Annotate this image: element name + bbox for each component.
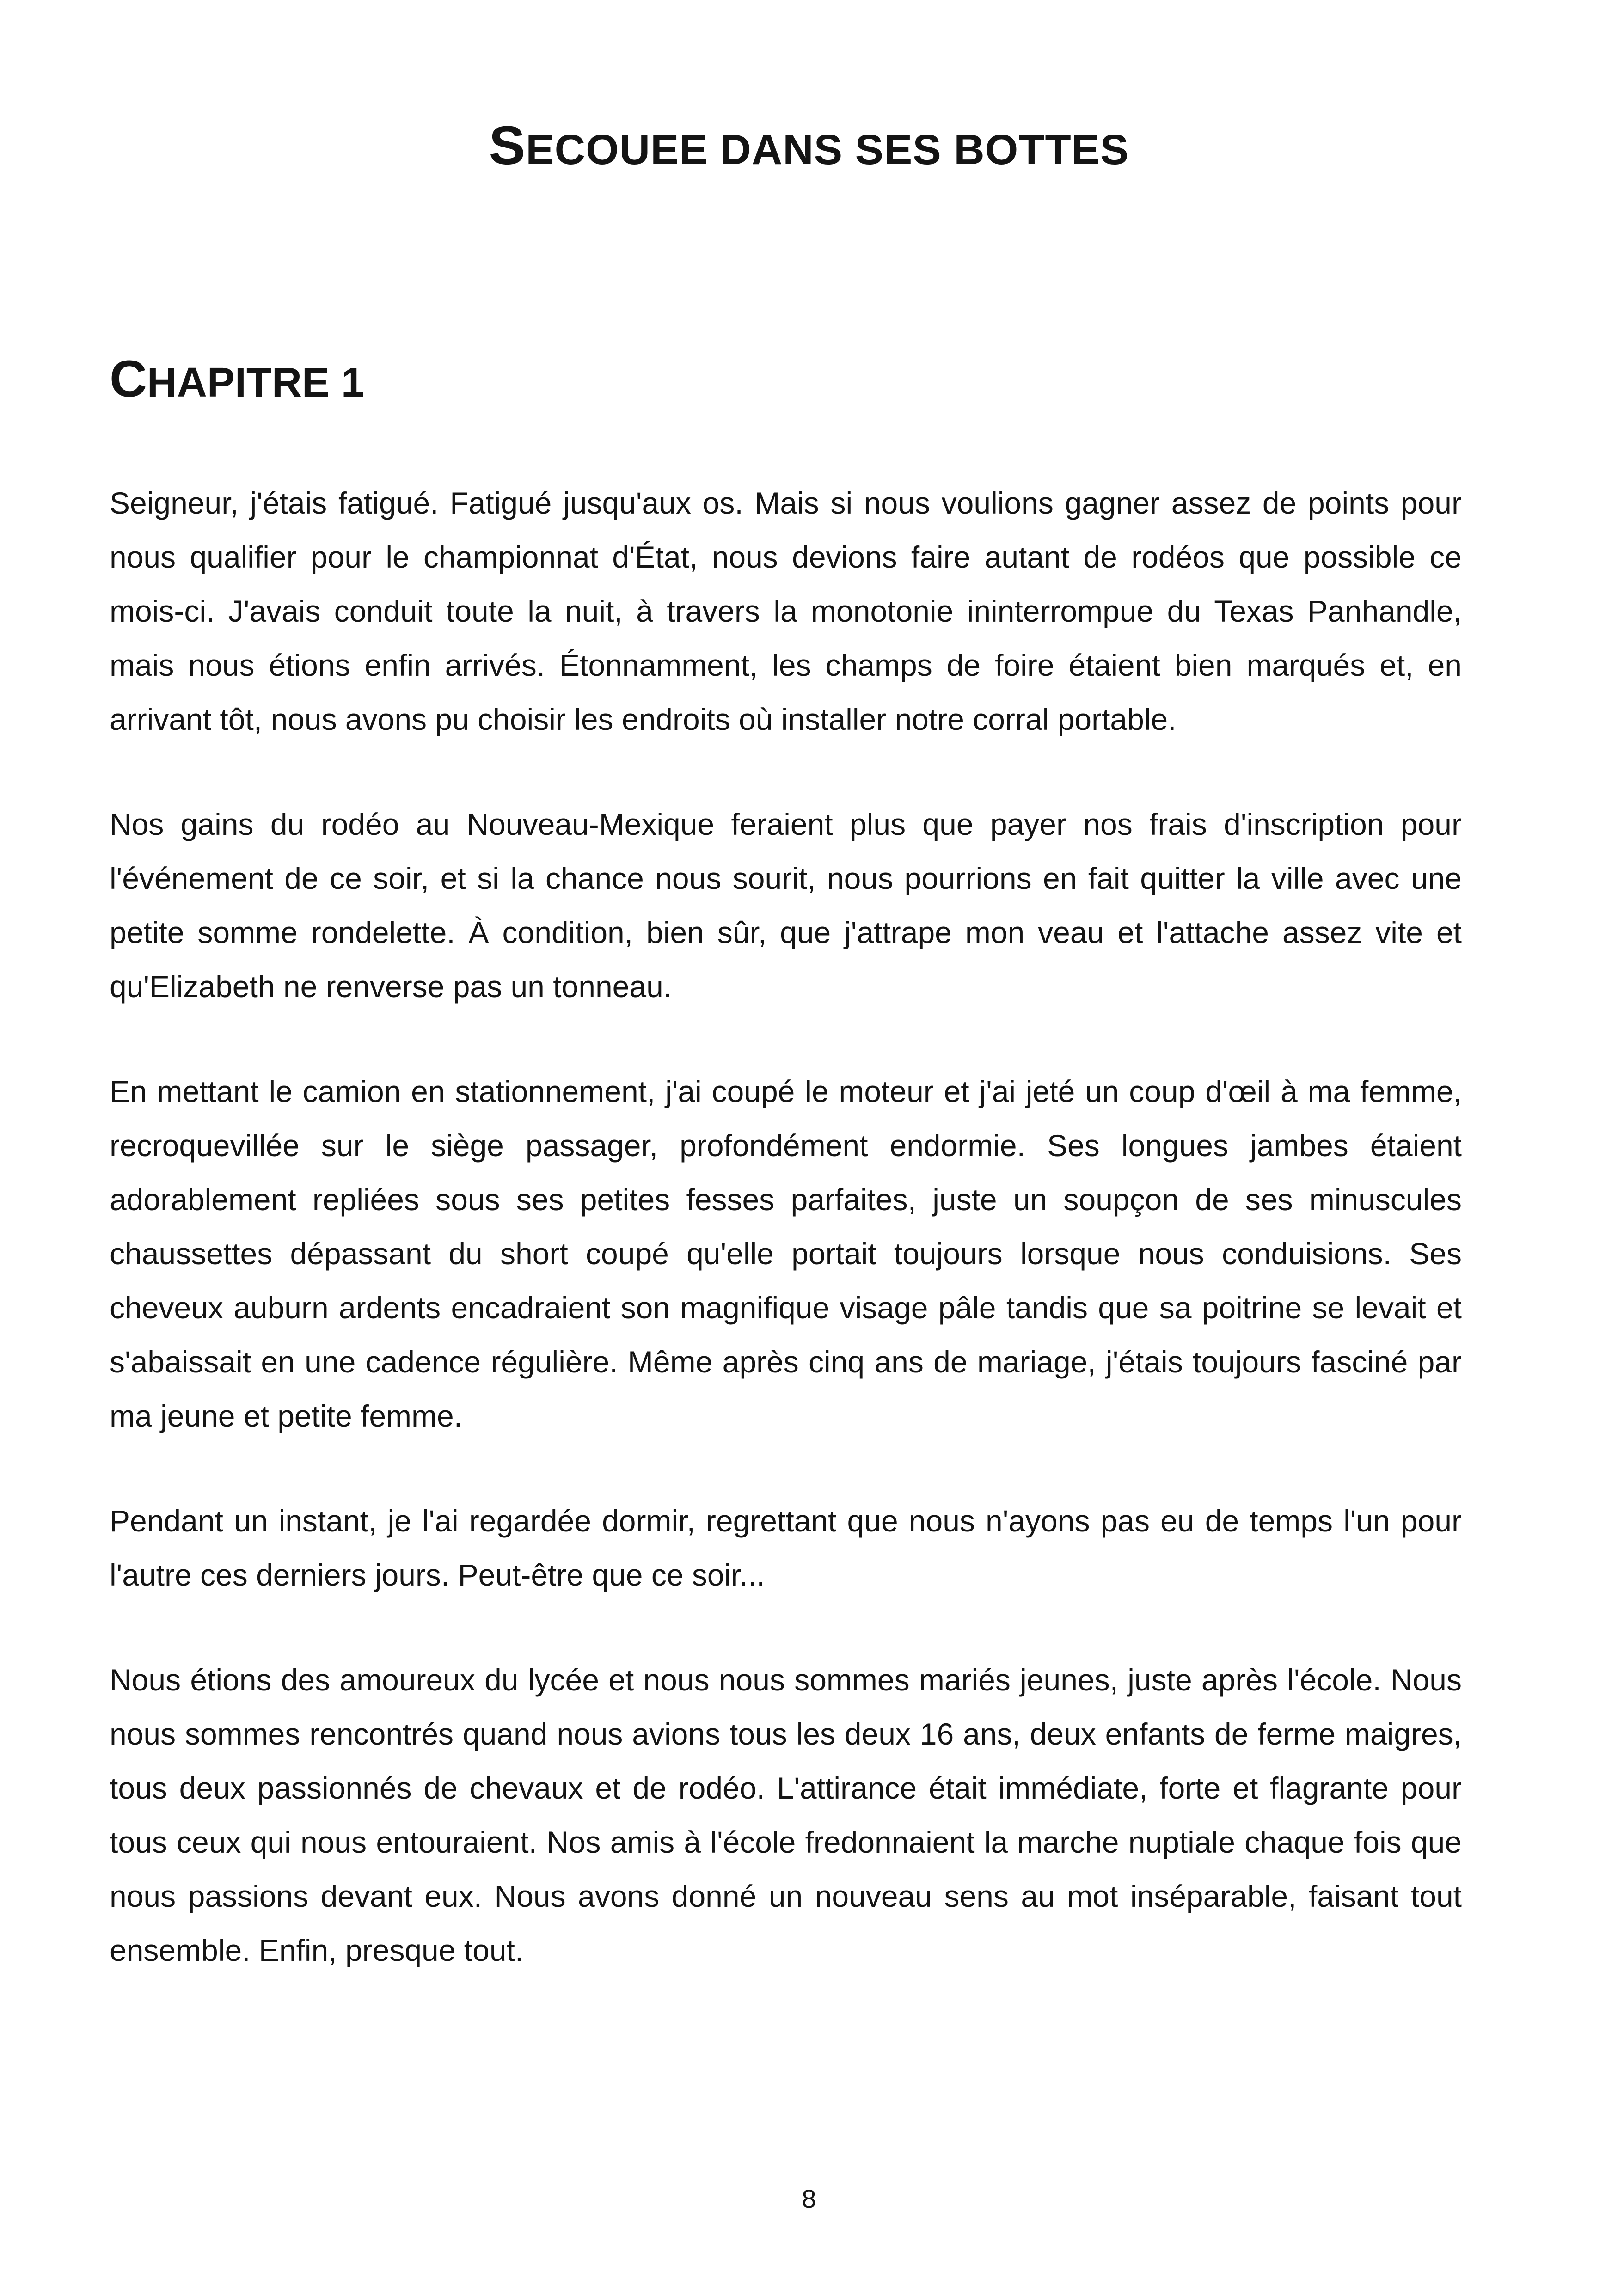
chapter-title-initial: C bbox=[110, 350, 147, 408]
paragraph-5: Nous étions des amoureux du lycée et nous nous sommes mariés jeunes, juste après l'école. Nous nous sommes rencontrés quand nous avions tous les deux 16 ans, deux enfants de ferme maigres, tous deux passionnés de chevaux et de rodéo. L'attirance était immédiate, forte et flagrante pour tous ceux qui nous entouraient. Nos amis à l'école fredonnaient la marche nuptiale chaque fois que nous passions devant eux. Nous avons donné un nouveau sens au mot inséparable, faisant tout ensemble. Enfin, presque tout. bbox=[110, 1663, 1462, 1967]
page-number: 8 bbox=[802, 2184, 816, 2213]
book-title-rest: ECOUEE DANS SES BOTTES bbox=[526, 126, 1129, 173]
book-title bbox=[0, 115, 1618, 178]
paragraph-3: En mettant le camion en stationnement, j'ai coupé le moteur et j'ai jeté un coup d'œil à ma femme, recroquevillée sur le siège passager, profondément endormie. Ses longues jambes étaient adorablement repliées sous ses petites fesses parfaites, juste un soupçon de ses minuscules chaussettes dépassant du short coupé qu'elle portait toujours lorsque nous conduisions. Ses cheveux auburn ardents encadraient son magnifique visage pâle tandis que sa poitrine se levait et s'abaissait en une cadence régulière. Même après cinq ans de mariage, j'étais toujours fasciné par ma jeune et petite femme. bbox=[110, 1074, 1462, 1433]
paragraph-1: Seigneur, j'étais fatigué. Fatigué jusqu'aux os. Mais si nous voulions gagner assez de points pour nous qualifier pour le championnat d'État, nous devions faire autant de rodéos que possible ce mois-ci. J'avais conduit toute la nuit, à travers la monotonie ininterrompue du Texas Panhandle, mais nous étions enfin arrivés. Étonnamment, les champs de foire étaient bien marqués et, en arrivant tôt, nous avons pu choisir les endroits où installer notre corral portable. bbox=[110, 486, 1462, 736]
chapter-title bbox=[110, 351, 364, 410]
chapter-body bbox=[110, 476, 1462, 2028]
paragraph-4: Pendant un instant, je l'ai regardée dormir, regrettant que nous n'ayons pas eu de temps l'un pour l'autre ces derniers jours. Peut-être que ce soir... bbox=[110, 1504, 1462, 1592]
chapter-title-rest: HAPITRE 1 bbox=[147, 360, 364, 406]
book-title-initial: S bbox=[489, 115, 526, 176]
paragraph-2: Nos gains du rodéo au Nouveau-Mexique feraient plus que payer nos frais d'inscription pour l'événement de ce soir, et si la chance nous sourit, nous pourrions en fait quitter la ville avec une petite somme rondelette. À condition, bien sûr, que j'attrape mon veau et l'attache assez vite et qu'Elizabeth ne renverse pas un tonneau. bbox=[110, 807, 1462, 1004]
